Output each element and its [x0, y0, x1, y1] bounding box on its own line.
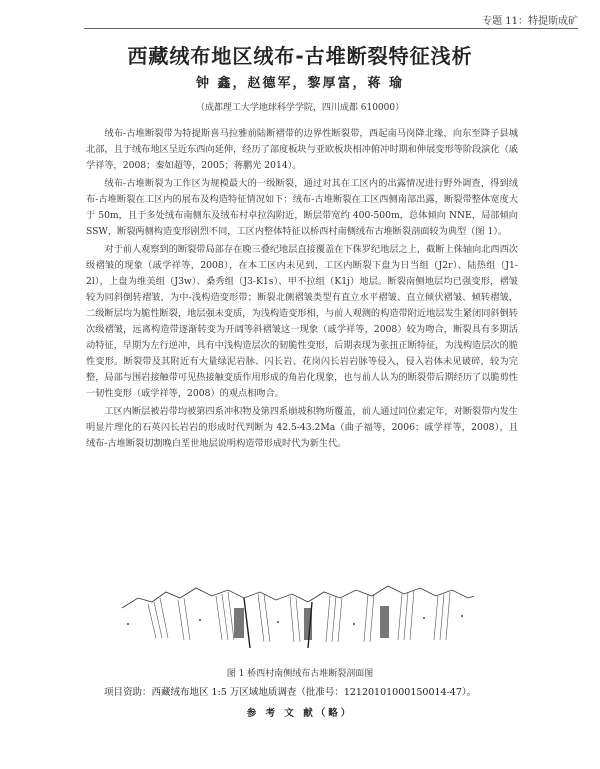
paragraph-3: 对于前人观察到的断裂带局部存在晚三叠纪地层直接覆盖在下侏罗纪地层之上，截断上侏轴向北西西次级褶皱的现象（戚学祥等，2008），在本工区内未见到，工区内断裂下盘为日当组（J2r）、陆热组（J1-2l），上盘为维美组（J3w）、桑秀组（J3-K1s）、甲不拉组（K1j）地层。断裂南侧地层均已强变形，褶皱较为同斜倒转褶皱，为中-浅构造变形带；断裂北侧褶皱类型有直立水平褶皱、直立倾伏褶皱、倾转褶皱，二级断层均为脆性断裂，地层强未变质，为浅构造变形相，与前人观测的构造带附近地层发生紧闭同斜倒转次级褶皱，远离构造带逐渐转变为开阔等斜褶皱这一现象（戚学祥等，2008）较为吻合，断裂具有多期活动特征，早期为左行逆冲，具有中浅构造层次的韧脆性变形，后期表现为张扭正断特征，为浅构造层次的脆性变形。断裂带及其附近有大量绿泥岩脉、闪长岩、花岗闪长岩岩脉等侵入，侵入岩体未见破碎，较为完整，局部与围岩接触带可见热接触变质作用形成的角岩化现象，也与前人认为的断裂带后期经历了以脆剪性一韧性变形（戚学祥等，2008）的观点相吻合。	[86, 244, 518, 399]
references-heading: 参 考 文 献（略）	[246, 708, 354, 719]
paragraph-2: 绒布-古堆断裂为工作区为规模最大的一级断裂，通过对其在工区内的出露情况进行野外调查，得到绒布-古堆断裂在工区内的展布及构造特征情况如下：绒布-古堆断裂在工区西侧南部出露，断裂带整体宽度大于 50m，且于多处绒布南侧东及绒布村卓拉沟附近，断层带宽约 400-500m，总体倾向 NNE，局部倾向 SSW，断裂两侧构造变形剧烈不同，工区内整体特征以桥西村南侧绒布古堆断裂剖面较为典型（图 1）。	[86, 178, 518, 237]
geological-cross-section-figure	[118, 568, 478, 656]
running-header: 专题 11：特提斯成矿	[482, 16, 578, 27]
funding-note: 项目资助：西藏绒布地区 1:5 万区域地质调查（批准号：12120101000150014-47）。	[104, 687, 477, 698]
small-markers	[127, 615, 463, 625]
figure-caption: 图 1 桥西村南侧绒布古堆断裂剖面图	[226, 669, 374, 679]
affiliation: （成都理工大学地球科学学院，四川成都 610000）	[195, 103, 405, 113]
section-profile	[122, 586, 474, 608]
paragraph-4: 工区内断层被岩带均被第四系冲积物及第四系崩坡积物所覆盖，前人通过同位素定年，对断裂带内发生明显片理化的石英闪长岩岩的形成时代判断为 42.5-43.2Ma（曲子福等，2006；戚学祥等，2008），且绒布-古堆断裂切割晚白垩世地层说明构造带形成时代为新生代。	[86, 406, 518, 449]
body-text	[86, 126, 518, 454]
paper-title: 西藏绒布地区绒布-古堆断裂特征浅析	[127, 44, 473, 68]
paragraph-1: 绒布-古堆断裂带为特提斯喜马拉雅前陆断褶带的边界性断裂带，西起南马岗降北缘，向东至降子县城北部，且于绒布地区呈近东西向延伸，经历了部度板块与亚欧板块相冲俯冲时期和伸展变形等阶段演化（戚学祥等，2008；秦如超等，2005；蒋鹏光 2014）。	[86, 128, 518, 171]
author-list: 钟 鑫，赵德军，黎厚富，蒋 瑜	[195, 76, 405, 91]
header-rule	[84, 28, 578, 29]
